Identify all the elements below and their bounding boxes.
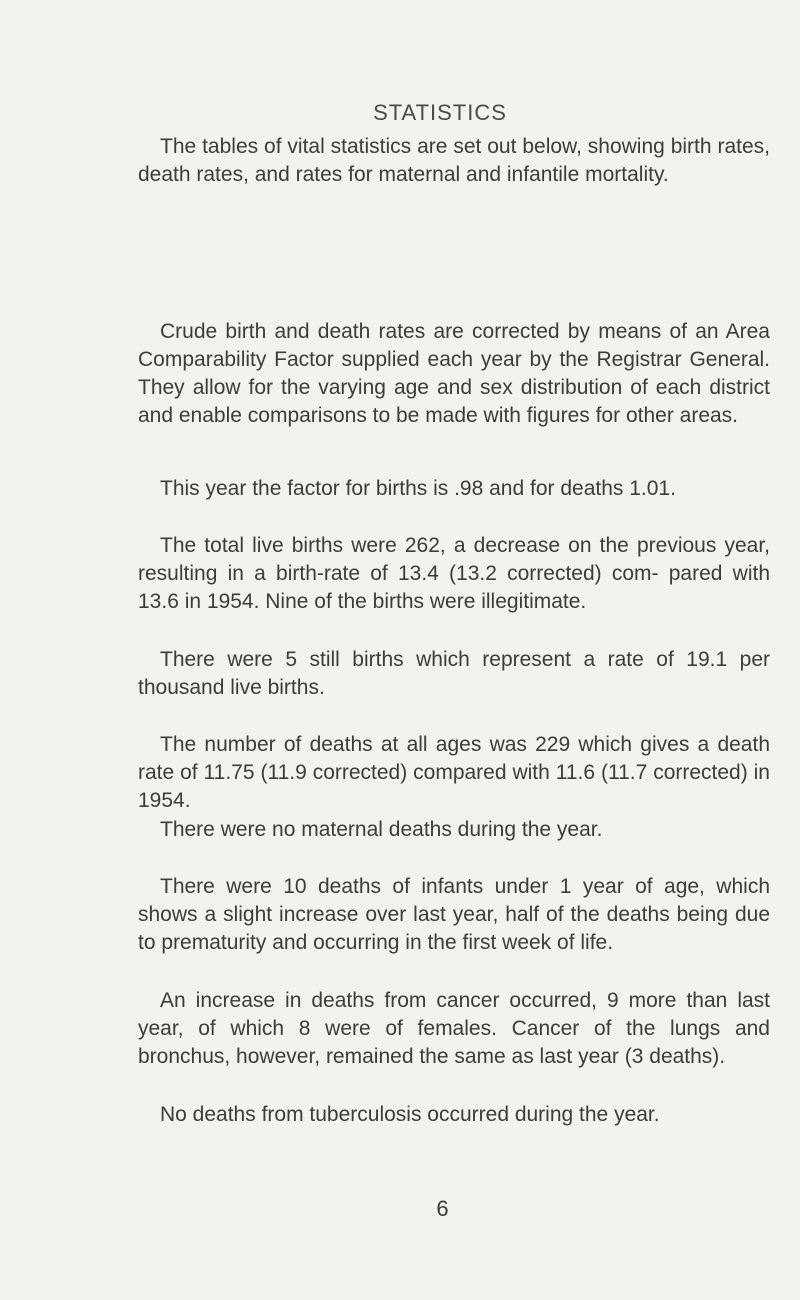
paragraph-factor-values: This year the factor for births is .98 and for deaths 1.01.	[160, 477, 676, 500]
paragraph-intro: The tables of vital statistics are set out below, showing birth rates, death rates, and rates for maternal and infantile mortality.	[138, 135, 770, 186]
paragraph-infant-deaths: There were 10 deaths of infants under 1 year of age, which shows a slight increase over last year, half of the deaths being due to prematurity and occurring in the first week of life.	[138, 875, 770, 954]
page-number: 6	[436, 1196, 449, 1221]
paragraph-cancer-deaths: An increase in deaths from cancer occurred, 9 more than last year, of which 8 were of females. Cancer of the lungs and bronchus, however, remained the same as last year (3 deaths).	[138, 989, 770, 1068]
paragraph-maternal-deaths: There were no maternal deaths during the year.	[160, 818, 603, 841]
paragraph-comparability-factor: Crude birth and death rates are corrected by means of an Area Comparability Factor supplied each year by the Registrar General. They allow for the varying age and sex distribution of each district and enable comparisons to be made with figures for other areas.	[138, 320, 770, 427]
paragraph-tuberculosis: No deaths from tuberculosis occurred during the year.	[160, 1103, 660, 1126]
paragraph-still-births: There were 5 still births which represent a rate of 19.1 per thousand live births.	[138, 648, 770, 699]
page-title: STATISTICS	[373, 100, 507, 125]
paragraph-live-births: The total live births were 262, a decrease on the previous year, resulting in a birth-rate of 13.4 (13.2 corrected) com- pared with 13.6 in 1954. Nine of the births were illegitimate.	[138, 534, 770, 613]
paragraph-deaths: The number of deaths at all ages was 229 which gives a death rate of 11.75 (11.9 corrected) compared with 11.6 (11.7 corrected) in 1954.	[138, 733, 770, 812]
